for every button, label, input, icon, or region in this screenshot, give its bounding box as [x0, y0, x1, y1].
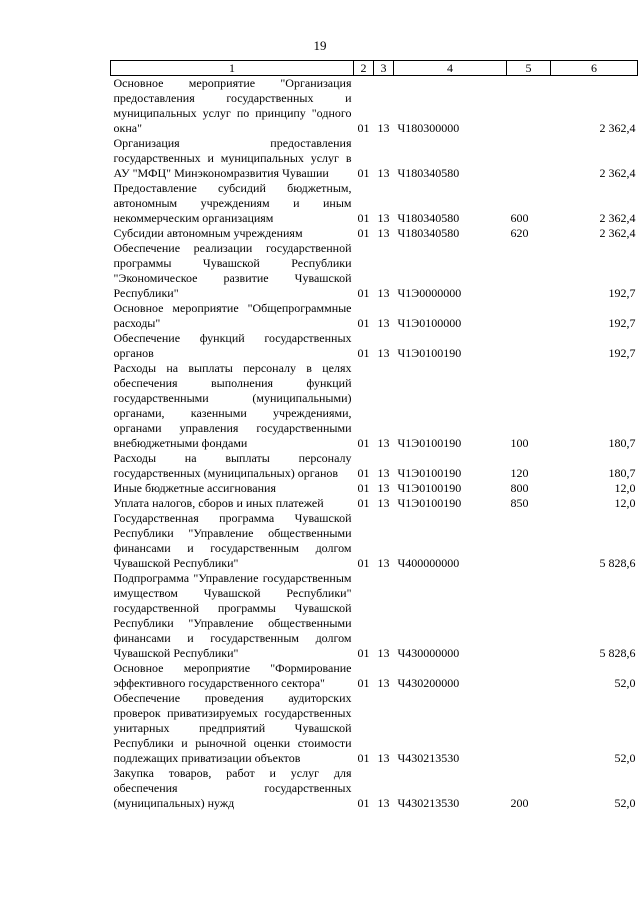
row-target-code: Ч430000000 [397, 646, 460, 660]
table-row [111, 451, 638, 481]
row-subsection: 13 [377, 226, 390, 240]
row-target-code: Ч1Э0000000 [397, 286, 462, 300]
row-amount: 180,7 [608, 466, 636, 480]
row-section: 01 [357, 436, 370, 450]
table-row [111, 571, 638, 661]
row-expense-type [507, 76, 551, 137]
column-header-6: 6 [551, 61, 638, 76]
row-expense-type [507, 241, 551, 301]
row-target-code: Ч1Э0100190 [397, 346, 462, 360]
row-amount: 52,0 [614, 796, 636, 810]
row-target-code: Ч1Э0100000 [397, 316, 462, 330]
row-amount: 192,7 [608, 346, 636, 360]
row-subsection: 13 [377, 316, 390, 330]
row-name: Основное мероприятие "Организация предоставления государственных и муниципальных услуг по принципу "одного окна" [113, 76, 352, 135]
table-row [111, 331, 638, 361]
row-name: Уплата налогов, сборов и иных платежей [113, 496, 324, 510]
row-section: 01 [357, 286, 370, 300]
row-subsection: 13 [377, 646, 390, 660]
row-section: 01 [357, 646, 370, 660]
table-body [111, 76, 638, 812]
row-section: 01 [357, 751, 370, 765]
row-section: 01 [357, 556, 370, 570]
row-subsection: 13 [377, 166, 390, 180]
table-row [111, 301, 638, 331]
row-target-code: Ч1Э0100190 [397, 466, 462, 480]
row-name: Расходы на выплаты персоналу государственных (муниципальных) органов [113, 451, 352, 480]
row-subsection: 13 [377, 286, 390, 300]
row-name: Обеспечение реализации государственной программы Чувашской Республики "Экономическое развитие Чувашской Республики" [113, 241, 352, 300]
row-expense-type: 800 [510, 481, 529, 495]
row-expense-type: 620 [510, 226, 529, 240]
row-section: 01 [357, 676, 370, 690]
row-subsection: 13 [377, 121, 390, 135]
row-amount: 5 828,6 [599, 556, 636, 570]
table-row [111, 76, 638, 137]
row-amount: 192,7 [608, 316, 636, 330]
row-target-code: Ч400000000 [397, 556, 460, 570]
table-row [111, 766, 638, 811]
table-row [111, 691, 638, 766]
row-expense-type [507, 331, 551, 361]
row-section: 01 [357, 346, 370, 360]
row-amount: 2 362,4 [599, 121, 636, 135]
row-expense-type: 120 [510, 466, 529, 480]
row-section: 01 [357, 481, 370, 495]
table-header-row [111, 61, 638, 76]
row-subsection: 13 [377, 496, 390, 510]
row-subsection: 13 [377, 676, 390, 690]
table-row [111, 181, 638, 226]
row-subsection: 13 [377, 346, 390, 360]
row-target-code: Ч1Э0100190 [397, 481, 462, 495]
table-row [111, 481, 638, 496]
row-expense-type: 600 [510, 211, 529, 225]
row-section: 01 [357, 496, 370, 510]
row-target-code: Ч180300000 [397, 121, 460, 135]
table-row [111, 661, 638, 691]
row-target-code: Ч180340580 [397, 226, 460, 240]
table-row [111, 241, 638, 301]
budget-table [110, 60, 638, 811]
row-expense-type: 200 [510, 796, 529, 810]
column-header-4: 4 [394, 61, 507, 76]
row-expense-type [507, 691, 551, 766]
row-section: 01 [357, 166, 370, 180]
row-amount: 2 362,4 [599, 226, 636, 240]
row-name: Подпрограмма "Управление государственным имуществом Чувашской Республики" государственной программы Чувашской Республики "Управление общественными финансами и государственным долгом Чувашской Республики" [113, 571, 352, 660]
row-expense-type [507, 571, 551, 661]
column-header-5: 5 [507, 61, 551, 76]
row-subsection: 13 [377, 751, 390, 765]
row-name: Иные бюджетные ассигнования [113, 481, 276, 495]
row-section: 01 [357, 121, 370, 135]
row-name: Основное мероприятие "Формирование эффективного государственного сектора" [113, 661, 352, 690]
table-row [111, 496, 638, 511]
row-expense-type [507, 136, 551, 181]
row-name: Основное мероприятие "Общепрограммные расходы" [113, 301, 352, 330]
row-name: Расходы на выплаты персоналу в целях обеспечения выполнения функций государственными (муниципальными) органами, казенными учреждениями, органами управления государственными внебюджетными фондами [113, 361, 352, 450]
row-amount: 2 362,4 [599, 166, 636, 180]
row-expense-type [507, 511, 551, 571]
row-section: 01 [357, 226, 370, 240]
row-section: 01 [357, 796, 370, 810]
row-target-code: Ч180340580 [397, 211, 460, 225]
row-amount: 12,0 [614, 496, 636, 510]
column-header-3: 3 [374, 61, 394, 76]
row-subsection: 13 [377, 556, 390, 570]
row-subsection: 13 [377, 466, 390, 480]
column-header-1: 1 [111, 61, 354, 76]
table-row [111, 511, 638, 571]
row-amount: 52,0 [614, 751, 636, 765]
page-number: 19 [313, 38, 327, 53]
row-name: Обеспечение функций государственных органов [113, 331, 352, 360]
row-amount: 12,0 [614, 481, 636, 495]
row-expense-type: 100 [510, 436, 529, 450]
row-name: Предоставление субсидий бюджетным, автономным учреждениям и иным некоммерческим организациям [113, 181, 352, 225]
row-amount: 5 828,6 [599, 646, 636, 660]
row-amount: 52,0 [614, 676, 636, 690]
row-expense-type [507, 661, 551, 691]
row-name: Закупка товаров, работ и услуг для обеспечения государственных (муниципальных) нужд [113, 766, 352, 810]
row-name: Обеспечение проведения аудиторских проверок приватизируемых государственных унитарных предприятий Чувашской Республики и рыночной оценки стоимости подлежащих приватизации объектов [113, 691, 352, 765]
row-subsection: 13 [377, 211, 390, 225]
row-section: 01 [357, 316, 370, 330]
row-amount: 180,7 [608, 436, 636, 450]
row-subsection: 13 [377, 481, 390, 495]
row-subsection: 13 [377, 796, 390, 810]
row-target-code: Ч430200000 [397, 676, 460, 690]
row-target-code: Ч180340580 [397, 166, 460, 180]
row-target-code: Ч430213530 [397, 796, 460, 810]
row-name: Государственная программа Чувашской Республики "Управление общественными финансами и государственным долгом Чувашской Республики" [113, 511, 352, 570]
row-amount: 192,7 [608, 286, 636, 300]
row-section: 01 [357, 211, 370, 225]
row-target-code: Ч1Э0100190 [397, 436, 462, 450]
table-row [111, 226, 638, 241]
table-row [111, 136, 638, 181]
row-expense-type: 850 [510, 496, 529, 510]
row-expense-type [507, 301, 551, 331]
row-section: 01 [357, 466, 370, 480]
column-header-2: 2 [354, 61, 374, 76]
table-row [111, 361, 638, 451]
row-name: Субсидии автономным учреждениям [113, 226, 303, 240]
row-target-code: Ч430213530 [397, 751, 460, 765]
row-amount: 2 362,4 [599, 211, 636, 225]
row-target-code: Ч1Э0100190 [397, 496, 462, 510]
row-name: Организация предоставления государственных и муниципальных услуг в АУ "МФЦ" Минэкономразвития Чувашии [113, 136, 352, 180]
row-subsection: 13 [377, 436, 390, 450]
